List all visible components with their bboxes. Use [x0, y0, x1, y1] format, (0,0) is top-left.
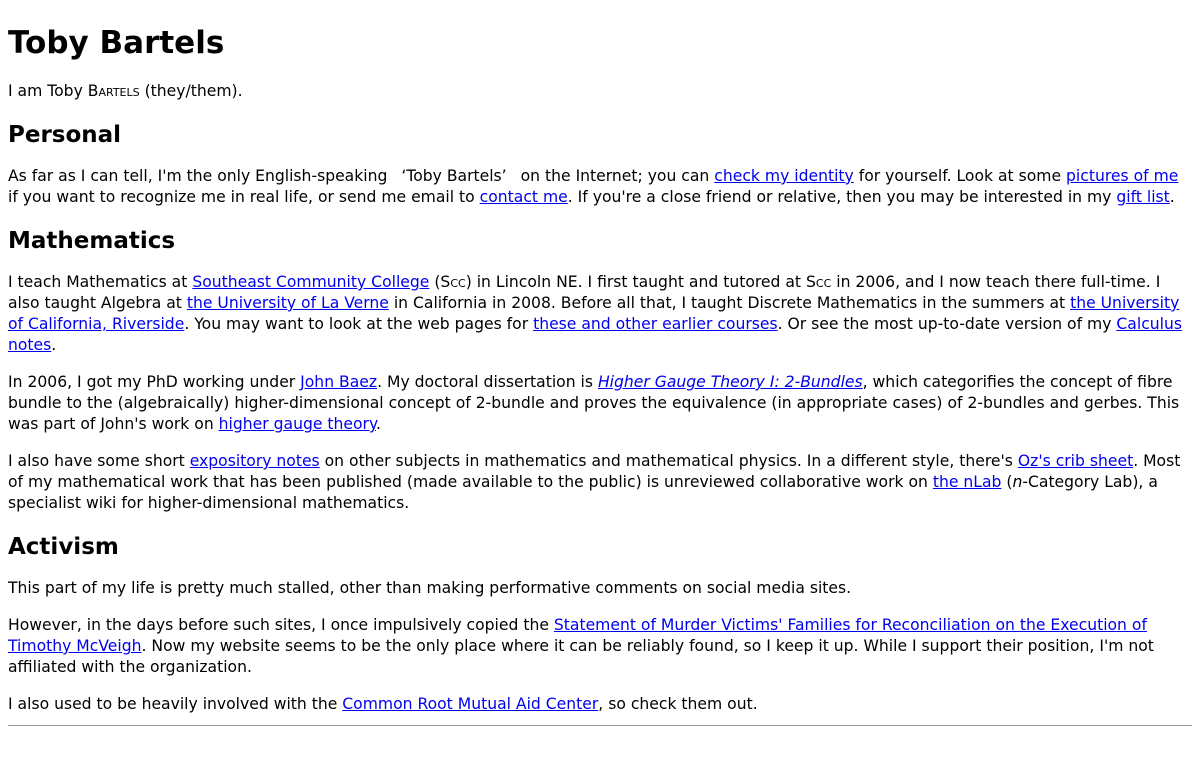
text: I also have some short [8, 452, 190, 470]
la-verne-link[interactable]: the University of La Verne [186, 294, 389, 312]
text: if you want to recognize me in real life, or send me email to [8, 188, 480, 206]
text: in California in 2008. Before all that, I taught Discrete Mathematics in the summers at [388, 294, 1071, 312]
oz-crib-sheet-link[interactable]: Oz's crib sheet [1017, 452, 1134, 470]
dissertation-link[interactable]: Higher Gauge Theory I: 2-Bundles [597, 373, 863, 391]
section-heading-activism: Activism [8, 534, 119, 560]
text: . [51, 336, 57, 354]
higher-gauge-theory-link[interactable]: higher gauge theory [218, 415, 376, 433]
text: . My doctoral dissertation is [377, 373, 598, 391]
text: for yourself. Look at some [853, 167, 1067, 185]
scc-abbr: Scc [806, 273, 832, 291]
mvfr-statement-link[interactable]: Statement of Murder Victims' Families for Reconciliation on the Execution of Timothy McVeigh [8, 616, 1147, 655]
text: I also used to be heavily involved with the [8, 695, 343, 713]
john-baez-link[interactable]: John Baez [300, 373, 378, 391]
ucr-link[interactable]: the University of California, Riverside [8, 294, 1180, 333]
intro-paragraph [8, 81, 1192, 102]
calculus-notes-link[interactable]: Calculus notes [8, 315, 1182, 354]
name-quote: ‘Toby Bartels’ [401, 167, 507, 185]
earlier-courses-link[interactable]: these and other earlier courses [533, 315, 778, 333]
text: ) in Lincoln NE. I first taught and tutored at [465, 273, 807, 291]
intro-text-end: (they/them). [139, 82, 243, 100]
n-italic: n [1012, 473, 1023, 491]
text: , which categorifies the concept of fibre bundle to the (algebraically) higher-dimensional concept of 2-bundle and proves the equivalence (in appropriate cases) of 2-bundles and gerbes. This was part of John's work on [8, 373, 1180, 433]
intro-text: I am Toby [8, 82, 88, 100]
text: As far as I can tell, I'm the only English-speaking [8, 167, 388, 185]
text: . [375, 415, 381, 433]
scc-link[interactable]: Southeast Community College [192, 273, 430, 291]
text: . [1169, 188, 1175, 206]
statement-paragraph [8, 615, 1192, 678]
text: I teach Mathematics at [8, 273, 193, 291]
text: in 2006, and I now teach there full-time. I also taught Algebra at [8, 273, 1161, 312]
scc-abbr: Scc [440, 273, 466, 291]
footer-divider [8, 725, 1192, 726]
gift-list-link[interactable]: gift list [1116, 188, 1170, 206]
text: . If you're a close friend or relative, then you may be interested in my [567, 188, 1117, 206]
text: . Or see the most up-to-date version of my [777, 315, 1117, 333]
section-heading-personal: Personal [8, 122, 122, 148]
contact-link[interactable]: contact me [479, 188, 568, 206]
pictures-link[interactable]: pictures of me [1066, 167, 1179, 185]
text: . Now my website seems to be the only place where it can be reliably found, so I keep it up. While I support their position, I'm not affiliated with the organization. [8, 637, 1154, 676]
text: on the Internet; you can [520, 167, 715, 185]
text: -Category Lab), a specialist wiki for higher-dimensional mathematics. [8, 473, 1158, 512]
section-heading-mathematics: Mathematics [8, 228, 176, 254]
text: , so check them out. [598, 695, 758, 713]
common-root-paragraph [8, 694, 1192, 715]
text: on other subjects in mathematics and mathematical physics. In a different style, there's [319, 452, 1018, 470]
text: ( [429, 273, 441, 291]
text: In 2006, I got my PhD working under [8, 373, 301, 391]
surname: Bartels [87, 82, 140, 100]
check-identity-link[interactable]: check my identity [714, 167, 854, 185]
text: . Most of my mathematical work that has been published (made available to the public) is unreviewed collaborative work on [8, 452, 1181, 491]
teaching-paragraph [8, 272, 1192, 356]
expository-notes-link[interactable]: expository notes [189, 452, 320, 470]
page-title: Toby Bartels [8, 25, 225, 61]
text: . You may want to look at the web pages for [184, 315, 534, 333]
notes-paragraph [8, 451, 1192, 514]
text: However, in the days before such sites, I once impulsively copied the [8, 616, 554, 634]
personal-paragraph [8, 166, 1192, 208]
page-content [0, 24, 1200, 726]
common-root-link[interactable]: Common Root Mutual Aid Center [342, 695, 599, 713]
nlab-link[interactable]: the nLab [932, 473, 1002, 491]
phd-paragraph [8, 372, 1192, 435]
text: ( [1001, 473, 1013, 491]
activism-status-paragraph: This part of my life is pretty much stalled, other than making performative comments on social media sites. [8, 579, 852, 597]
